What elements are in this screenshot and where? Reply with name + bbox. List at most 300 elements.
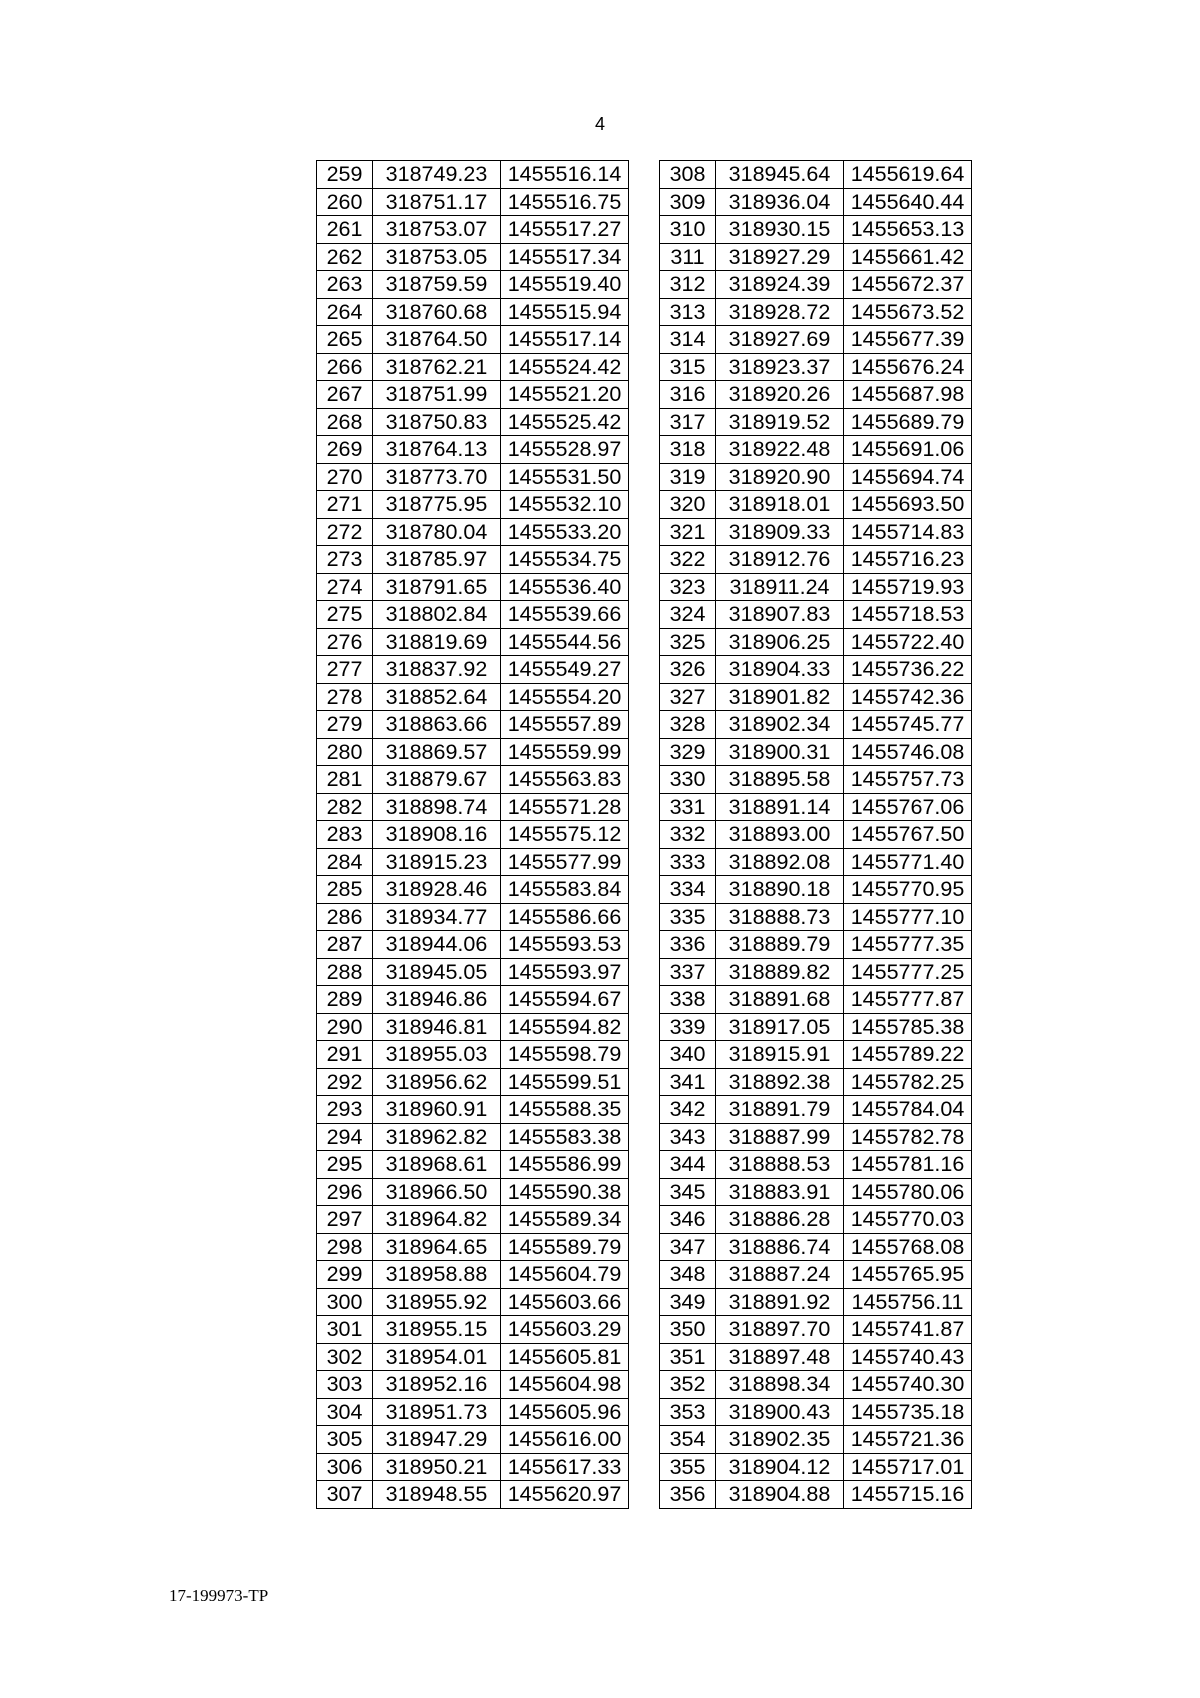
y-coordinate-cell: 1455740.30 xyxy=(844,1371,972,1399)
table-row xyxy=(660,1426,972,1454)
table-row xyxy=(317,903,629,931)
point-number-cell: 263 xyxy=(317,271,373,299)
y-coordinate-cell: 1455571.28 xyxy=(501,793,629,821)
point-number-cell: 356 xyxy=(660,1481,716,1509)
point-number-cell: 299 xyxy=(317,1261,373,1289)
y-coordinate-cell: 1455528.97 xyxy=(501,436,629,464)
table-row xyxy=(317,1481,629,1509)
table-row xyxy=(317,738,629,766)
y-coordinate-cell: 1455517.34 xyxy=(501,243,629,271)
y-coordinate-cell: 1455767.06 xyxy=(844,793,972,821)
x-coordinate-cell: 318785.97 xyxy=(373,546,501,574)
point-number-cell: 306 xyxy=(317,1453,373,1481)
table-row xyxy=(660,711,972,739)
table-row xyxy=(317,958,629,986)
table-row xyxy=(317,628,629,656)
y-coordinate-cell: 1455594.67 xyxy=(501,986,629,1014)
point-number-cell: 289 xyxy=(317,986,373,1014)
point-number-cell: 323 xyxy=(660,573,716,601)
x-coordinate-cell: 318780.04 xyxy=(373,518,501,546)
table-row xyxy=(660,1453,972,1481)
point-number-cell: 275 xyxy=(317,601,373,629)
point-number-cell: 304 xyxy=(317,1398,373,1426)
x-coordinate-cell: 318898.34 xyxy=(716,1371,844,1399)
point-number-cell: 278 xyxy=(317,683,373,711)
x-coordinate-cell: 318962.82 xyxy=(373,1123,501,1151)
y-coordinate-cell: 1455521.20 xyxy=(501,381,629,409)
point-number-cell: 283 xyxy=(317,821,373,849)
y-coordinate-cell: 1455742.36 xyxy=(844,683,972,711)
x-coordinate-cell: 318892.38 xyxy=(716,1068,844,1096)
y-coordinate-cell: 1455770.03 xyxy=(844,1206,972,1234)
table-row xyxy=(660,1178,972,1206)
point-number-cell: 280 xyxy=(317,738,373,766)
x-coordinate-cell: 318936.04 xyxy=(716,188,844,216)
y-coordinate-cell: 1455616.00 xyxy=(501,1426,629,1454)
y-coordinate-cell: 1455604.79 xyxy=(501,1261,629,1289)
table-row xyxy=(317,463,629,491)
point-number-cell: 344 xyxy=(660,1151,716,1179)
y-coordinate-cell: 1455757.73 xyxy=(844,766,972,794)
x-coordinate-cell: 318924.39 xyxy=(716,271,844,299)
table-row xyxy=(317,1178,629,1206)
table-row xyxy=(660,958,972,986)
point-number-cell: 293 xyxy=(317,1096,373,1124)
table-row xyxy=(317,1206,629,1234)
table-row xyxy=(660,573,972,601)
point-number-cell: 316 xyxy=(660,381,716,409)
table-row xyxy=(317,1371,629,1399)
x-coordinate-cell: 318889.79 xyxy=(716,931,844,959)
y-coordinate-cell: 1455767.50 xyxy=(844,821,972,849)
y-coordinate-cell: 1455575.12 xyxy=(501,821,629,849)
table-row xyxy=(317,986,629,1014)
y-coordinate-cell: 1455672.37 xyxy=(844,271,972,299)
x-coordinate-cell: 318897.48 xyxy=(716,1343,844,1371)
point-number-cell: 326 xyxy=(660,656,716,684)
y-coordinate-cell: 1455563.83 xyxy=(501,766,629,794)
table-row xyxy=(317,1013,629,1041)
y-coordinate-cell: 1455533.20 xyxy=(501,518,629,546)
point-number-cell: 311 xyxy=(660,243,716,271)
x-coordinate-cell: 318764.13 xyxy=(373,436,501,464)
table-row xyxy=(317,876,629,904)
x-coordinate-cell: 318886.74 xyxy=(716,1233,844,1261)
y-coordinate-cell: 1455559.99 xyxy=(501,738,629,766)
table-row xyxy=(317,931,629,959)
point-number-cell: 331 xyxy=(660,793,716,821)
x-coordinate-cell: 318919.52 xyxy=(716,408,844,436)
point-number-cell: 260 xyxy=(317,188,373,216)
y-coordinate-cell: 1455516.14 xyxy=(501,161,629,189)
table-row xyxy=(660,1068,972,1096)
table-row xyxy=(317,353,629,381)
x-coordinate-cell: 318791.65 xyxy=(373,573,501,601)
point-number-cell: 297 xyxy=(317,1206,373,1234)
x-coordinate-cell: 318753.05 xyxy=(373,243,501,271)
y-coordinate-cell: 1455782.78 xyxy=(844,1123,972,1151)
x-coordinate-cell: 318891.79 xyxy=(716,1096,844,1124)
table-row xyxy=(317,1343,629,1371)
point-number-cell: 264 xyxy=(317,298,373,326)
table-row xyxy=(317,518,629,546)
x-coordinate-cell: 318891.14 xyxy=(716,793,844,821)
y-coordinate-cell: 1455519.40 xyxy=(501,271,629,299)
point-number-cell: 268 xyxy=(317,408,373,436)
y-coordinate-cell: 1455603.66 xyxy=(501,1288,629,1316)
y-coordinate-cell: 1455604.98 xyxy=(501,1371,629,1399)
table-row xyxy=(660,738,972,766)
x-coordinate-cell: 318775.95 xyxy=(373,491,501,519)
point-number-cell: 353 xyxy=(660,1398,716,1426)
point-number-cell: 320 xyxy=(660,491,716,519)
point-number-cell: 276 xyxy=(317,628,373,656)
x-coordinate-cell: 318956.62 xyxy=(373,1068,501,1096)
point-number-cell: 272 xyxy=(317,518,373,546)
x-coordinate-cell: 318819.69 xyxy=(373,628,501,656)
y-coordinate-cell: 1455722.40 xyxy=(844,628,972,656)
y-coordinate-cell: 1455735.18 xyxy=(844,1398,972,1426)
y-coordinate-cell: 1455765.95 xyxy=(844,1261,972,1289)
x-coordinate-cell: 318900.31 xyxy=(716,738,844,766)
x-coordinate-cell: 318934.77 xyxy=(373,903,501,931)
x-coordinate-cell: 318922.48 xyxy=(716,436,844,464)
point-number-cell: 273 xyxy=(317,546,373,574)
x-coordinate-cell: 318886.28 xyxy=(716,1206,844,1234)
table-row xyxy=(660,491,972,519)
y-coordinate-cell: 1455693.50 xyxy=(844,491,972,519)
point-number-cell: 277 xyxy=(317,656,373,684)
page-number: 4 xyxy=(594,114,605,134)
table-row xyxy=(660,1398,972,1426)
point-number-cell: 312 xyxy=(660,271,716,299)
table-row xyxy=(660,1096,972,1124)
table-row xyxy=(660,463,972,491)
table-row xyxy=(317,1426,629,1454)
table-row xyxy=(317,1096,629,1124)
x-coordinate-cell: 318930.15 xyxy=(716,216,844,244)
x-coordinate-cell: 318902.35 xyxy=(716,1426,844,1454)
x-coordinate-cell: 318912.76 xyxy=(716,546,844,574)
x-coordinate-cell: 318888.73 xyxy=(716,903,844,931)
y-coordinate-cell: 1455590.38 xyxy=(501,1178,629,1206)
table-row xyxy=(317,436,629,464)
y-coordinate-cell: 1455661.42 xyxy=(844,243,972,271)
y-coordinate-cell: 1455539.66 xyxy=(501,601,629,629)
point-number-cell: 355 xyxy=(660,1453,716,1481)
table-row xyxy=(660,1288,972,1316)
x-coordinate-cell: 318958.88 xyxy=(373,1261,501,1289)
point-number-cell: 317 xyxy=(660,408,716,436)
y-coordinate-cell: 1455745.77 xyxy=(844,711,972,739)
table-row xyxy=(317,1288,629,1316)
point-number-cell: 301 xyxy=(317,1316,373,1344)
table-row xyxy=(317,491,629,519)
coordinate-table-left xyxy=(316,160,629,1509)
x-coordinate-cell: 318915.23 xyxy=(373,848,501,876)
y-coordinate-cell: 1455768.08 xyxy=(844,1233,972,1261)
y-coordinate-cell: 1455715.16 xyxy=(844,1481,972,1509)
y-coordinate-cell: 1455583.38 xyxy=(501,1123,629,1151)
x-coordinate-cell: 318964.65 xyxy=(373,1233,501,1261)
table-row xyxy=(317,601,629,629)
y-coordinate-cell: 1455676.24 xyxy=(844,353,972,381)
point-number-cell: 349 xyxy=(660,1288,716,1316)
table-row xyxy=(317,188,629,216)
point-number-cell: 292 xyxy=(317,1068,373,1096)
point-number-cell: 308 xyxy=(660,161,716,189)
x-coordinate-cell: 318945.64 xyxy=(716,161,844,189)
x-coordinate-cell: 318947.29 xyxy=(373,1426,501,1454)
table-row xyxy=(317,326,629,354)
point-number-cell: 267 xyxy=(317,381,373,409)
point-number-cell: 327 xyxy=(660,683,716,711)
y-coordinate-cell: 1455531.50 xyxy=(501,463,629,491)
table-row xyxy=(317,1453,629,1481)
point-number-cell: 287 xyxy=(317,931,373,959)
y-coordinate-cell: 1455777.35 xyxy=(844,931,972,959)
table-row xyxy=(660,518,972,546)
table-row xyxy=(317,793,629,821)
point-number-cell: 333 xyxy=(660,848,716,876)
x-coordinate-cell: 318920.26 xyxy=(716,381,844,409)
coordinate-table-right xyxy=(659,160,972,1509)
point-number-cell: 302 xyxy=(317,1343,373,1371)
point-number-cell: 271 xyxy=(317,491,373,519)
x-coordinate-cell: 318911.24 xyxy=(716,573,844,601)
x-coordinate-cell: 318952.16 xyxy=(373,1371,501,1399)
x-coordinate-cell: 318923.37 xyxy=(716,353,844,381)
x-coordinate-cell: 318762.21 xyxy=(373,353,501,381)
table-row xyxy=(317,408,629,436)
x-coordinate-cell: 318883.91 xyxy=(716,1178,844,1206)
table-row xyxy=(660,683,972,711)
point-number-cell: 284 xyxy=(317,848,373,876)
x-coordinate-cell: 318908.16 xyxy=(373,821,501,849)
point-number-cell: 307 xyxy=(317,1481,373,1509)
y-coordinate-cell: 1455777.10 xyxy=(844,903,972,931)
point-number-cell: 322 xyxy=(660,546,716,574)
y-coordinate-cell: 1455689.79 xyxy=(844,408,972,436)
table-row xyxy=(660,188,972,216)
table-row xyxy=(317,216,629,244)
x-coordinate-cell: 318750.83 xyxy=(373,408,501,436)
point-number-cell: 336 xyxy=(660,931,716,959)
x-coordinate-cell: 318960.91 xyxy=(373,1096,501,1124)
point-number-cell: 282 xyxy=(317,793,373,821)
table-row xyxy=(317,683,629,711)
x-coordinate-cell: 318764.50 xyxy=(373,326,501,354)
point-number-cell: 261 xyxy=(317,216,373,244)
table-row xyxy=(660,656,972,684)
point-number-cell: 334 xyxy=(660,876,716,904)
table-row xyxy=(660,601,972,629)
y-coordinate-cell: 1455525.42 xyxy=(501,408,629,436)
point-number-cell: 328 xyxy=(660,711,716,739)
point-number-cell: 295 xyxy=(317,1151,373,1179)
y-coordinate-cell: 1455771.40 xyxy=(844,848,972,876)
table-row xyxy=(660,931,972,959)
table-row xyxy=(660,271,972,299)
point-number-cell: 348 xyxy=(660,1261,716,1289)
x-coordinate-cell: 318760.68 xyxy=(373,298,501,326)
table-row xyxy=(660,903,972,931)
point-number-cell: 339 xyxy=(660,1013,716,1041)
table-row xyxy=(660,1123,972,1151)
x-coordinate-cell: 318928.46 xyxy=(373,876,501,904)
point-number-cell: 329 xyxy=(660,738,716,766)
x-coordinate-cell: 318917.05 xyxy=(716,1013,844,1041)
table-row xyxy=(660,1316,972,1344)
y-coordinate-cell: 1455770.95 xyxy=(844,876,972,904)
point-number-cell: 325 xyxy=(660,628,716,656)
table-row xyxy=(660,1343,972,1371)
point-number-cell: 315 xyxy=(660,353,716,381)
point-number-cell: 346 xyxy=(660,1206,716,1234)
table-row xyxy=(660,1206,972,1234)
y-coordinate-cell: 1455517.14 xyxy=(501,326,629,354)
y-coordinate-cell: 1455746.08 xyxy=(844,738,972,766)
y-coordinate-cell: 1455784.04 xyxy=(844,1096,972,1124)
point-number-cell: 281 xyxy=(317,766,373,794)
point-number-cell: 300 xyxy=(317,1288,373,1316)
table-row xyxy=(660,436,972,464)
y-coordinate-cell: 1455524.42 xyxy=(501,353,629,381)
point-number-cell: 286 xyxy=(317,903,373,931)
x-coordinate-cell: 318895.58 xyxy=(716,766,844,794)
y-coordinate-cell: 1455741.87 xyxy=(844,1316,972,1344)
x-coordinate-cell: 318890.18 xyxy=(716,876,844,904)
y-coordinate-cell: 1455619.64 xyxy=(844,161,972,189)
point-number-cell: 310 xyxy=(660,216,716,244)
point-number-cell: 340 xyxy=(660,1041,716,1069)
x-coordinate-cell: 318928.72 xyxy=(716,298,844,326)
x-coordinate-cell: 318891.68 xyxy=(716,986,844,1014)
y-coordinate-cell: 1455598.79 xyxy=(501,1041,629,1069)
table-row xyxy=(660,1233,972,1261)
point-number-cell: 342 xyxy=(660,1096,716,1124)
x-coordinate-cell: 318951.73 xyxy=(373,1398,501,1426)
point-number-cell: 259 xyxy=(317,161,373,189)
x-coordinate-cell: 318837.92 xyxy=(373,656,501,684)
point-number-cell: 335 xyxy=(660,903,716,931)
point-number-cell: 347 xyxy=(660,1233,716,1261)
table-row xyxy=(660,1041,972,1069)
x-coordinate-cell: 318927.29 xyxy=(716,243,844,271)
x-coordinate-cell: 318891.92 xyxy=(716,1288,844,1316)
point-number-cell: 343 xyxy=(660,1123,716,1151)
table-row xyxy=(317,821,629,849)
x-coordinate-cell: 318920.90 xyxy=(716,463,844,491)
table-row xyxy=(317,1123,629,1151)
point-number-cell: 351 xyxy=(660,1343,716,1371)
x-coordinate-cell: 318944.06 xyxy=(373,931,501,959)
table-row xyxy=(660,408,972,436)
table-row xyxy=(317,711,629,739)
y-coordinate-cell: 1455593.97 xyxy=(501,958,629,986)
x-coordinate-cell: 318773.70 xyxy=(373,463,501,491)
point-number-cell: 337 xyxy=(660,958,716,986)
y-coordinate-cell: 1455640.44 xyxy=(844,188,972,216)
table-row xyxy=(317,1068,629,1096)
x-coordinate-cell: 318887.24 xyxy=(716,1261,844,1289)
point-number-cell: 296 xyxy=(317,1178,373,1206)
y-coordinate-cell: 1455673.52 xyxy=(844,298,972,326)
table-row xyxy=(660,876,972,904)
table-row xyxy=(317,573,629,601)
table-row xyxy=(660,848,972,876)
y-coordinate-cell: 1455780.06 xyxy=(844,1178,972,1206)
x-coordinate-cell: 318904.33 xyxy=(716,656,844,684)
x-coordinate-cell: 318753.07 xyxy=(373,216,501,244)
y-coordinate-cell: 1455586.66 xyxy=(501,903,629,931)
y-coordinate-cell: 1455740.43 xyxy=(844,1343,972,1371)
y-coordinate-cell: 1455714.83 xyxy=(844,518,972,546)
table-row xyxy=(317,1041,629,1069)
x-coordinate-cell: 318904.88 xyxy=(716,1481,844,1509)
y-coordinate-cell: 1455605.96 xyxy=(501,1398,629,1426)
table-row xyxy=(660,766,972,794)
y-coordinate-cell: 1455593.53 xyxy=(501,931,629,959)
table-row xyxy=(660,298,972,326)
y-coordinate-cell: 1455599.51 xyxy=(501,1068,629,1096)
x-coordinate-cell: 318950.21 xyxy=(373,1453,501,1481)
table-row xyxy=(660,986,972,1014)
x-coordinate-cell: 318904.12 xyxy=(716,1453,844,1481)
y-coordinate-cell: 1455557.89 xyxy=(501,711,629,739)
y-coordinate-cell: 1455549.27 xyxy=(501,656,629,684)
point-number-cell: 279 xyxy=(317,711,373,739)
x-coordinate-cell: 318964.82 xyxy=(373,1206,501,1234)
point-number-cell: 266 xyxy=(317,353,373,381)
y-coordinate-cell: 1455785.38 xyxy=(844,1013,972,1041)
point-number-cell: 269 xyxy=(317,436,373,464)
y-coordinate-cell: 1455536.40 xyxy=(501,573,629,601)
table-row xyxy=(660,161,972,189)
y-coordinate-cell: 1455736.22 xyxy=(844,656,972,684)
point-number-cell: 305 xyxy=(317,1426,373,1454)
table-row xyxy=(317,381,629,409)
point-number-cell: 262 xyxy=(317,243,373,271)
point-number-cell: 274 xyxy=(317,573,373,601)
table-row xyxy=(660,216,972,244)
point-number-cell: 345 xyxy=(660,1178,716,1206)
y-coordinate-cell: 1455583.84 xyxy=(501,876,629,904)
table-row xyxy=(660,1013,972,1041)
point-number-cell: 288 xyxy=(317,958,373,986)
x-coordinate-cell: 318909.33 xyxy=(716,518,844,546)
x-coordinate-cell: 318897.70 xyxy=(716,1316,844,1344)
x-coordinate-cell: 318852.64 xyxy=(373,683,501,711)
x-coordinate-cell: 318946.86 xyxy=(373,986,501,1014)
point-number-cell: 270 xyxy=(317,463,373,491)
table-row xyxy=(317,766,629,794)
point-number-cell: 298 xyxy=(317,1233,373,1261)
y-coordinate-cell: 1455586.99 xyxy=(501,1151,629,1179)
point-number-cell: 294 xyxy=(317,1123,373,1151)
y-coordinate-cell: 1455687.98 xyxy=(844,381,972,409)
y-coordinate-cell: 1455719.93 xyxy=(844,573,972,601)
y-coordinate-cell: 1455534.75 xyxy=(501,546,629,574)
table-row xyxy=(660,1371,972,1399)
y-coordinate-cell: 1455544.56 xyxy=(501,628,629,656)
table-row xyxy=(660,353,972,381)
table-row xyxy=(660,793,972,821)
x-coordinate-cell: 318751.17 xyxy=(373,188,501,216)
point-number-cell: 285 xyxy=(317,876,373,904)
x-coordinate-cell: 318802.84 xyxy=(373,601,501,629)
table-row xyxy=(317,848,629,876)
